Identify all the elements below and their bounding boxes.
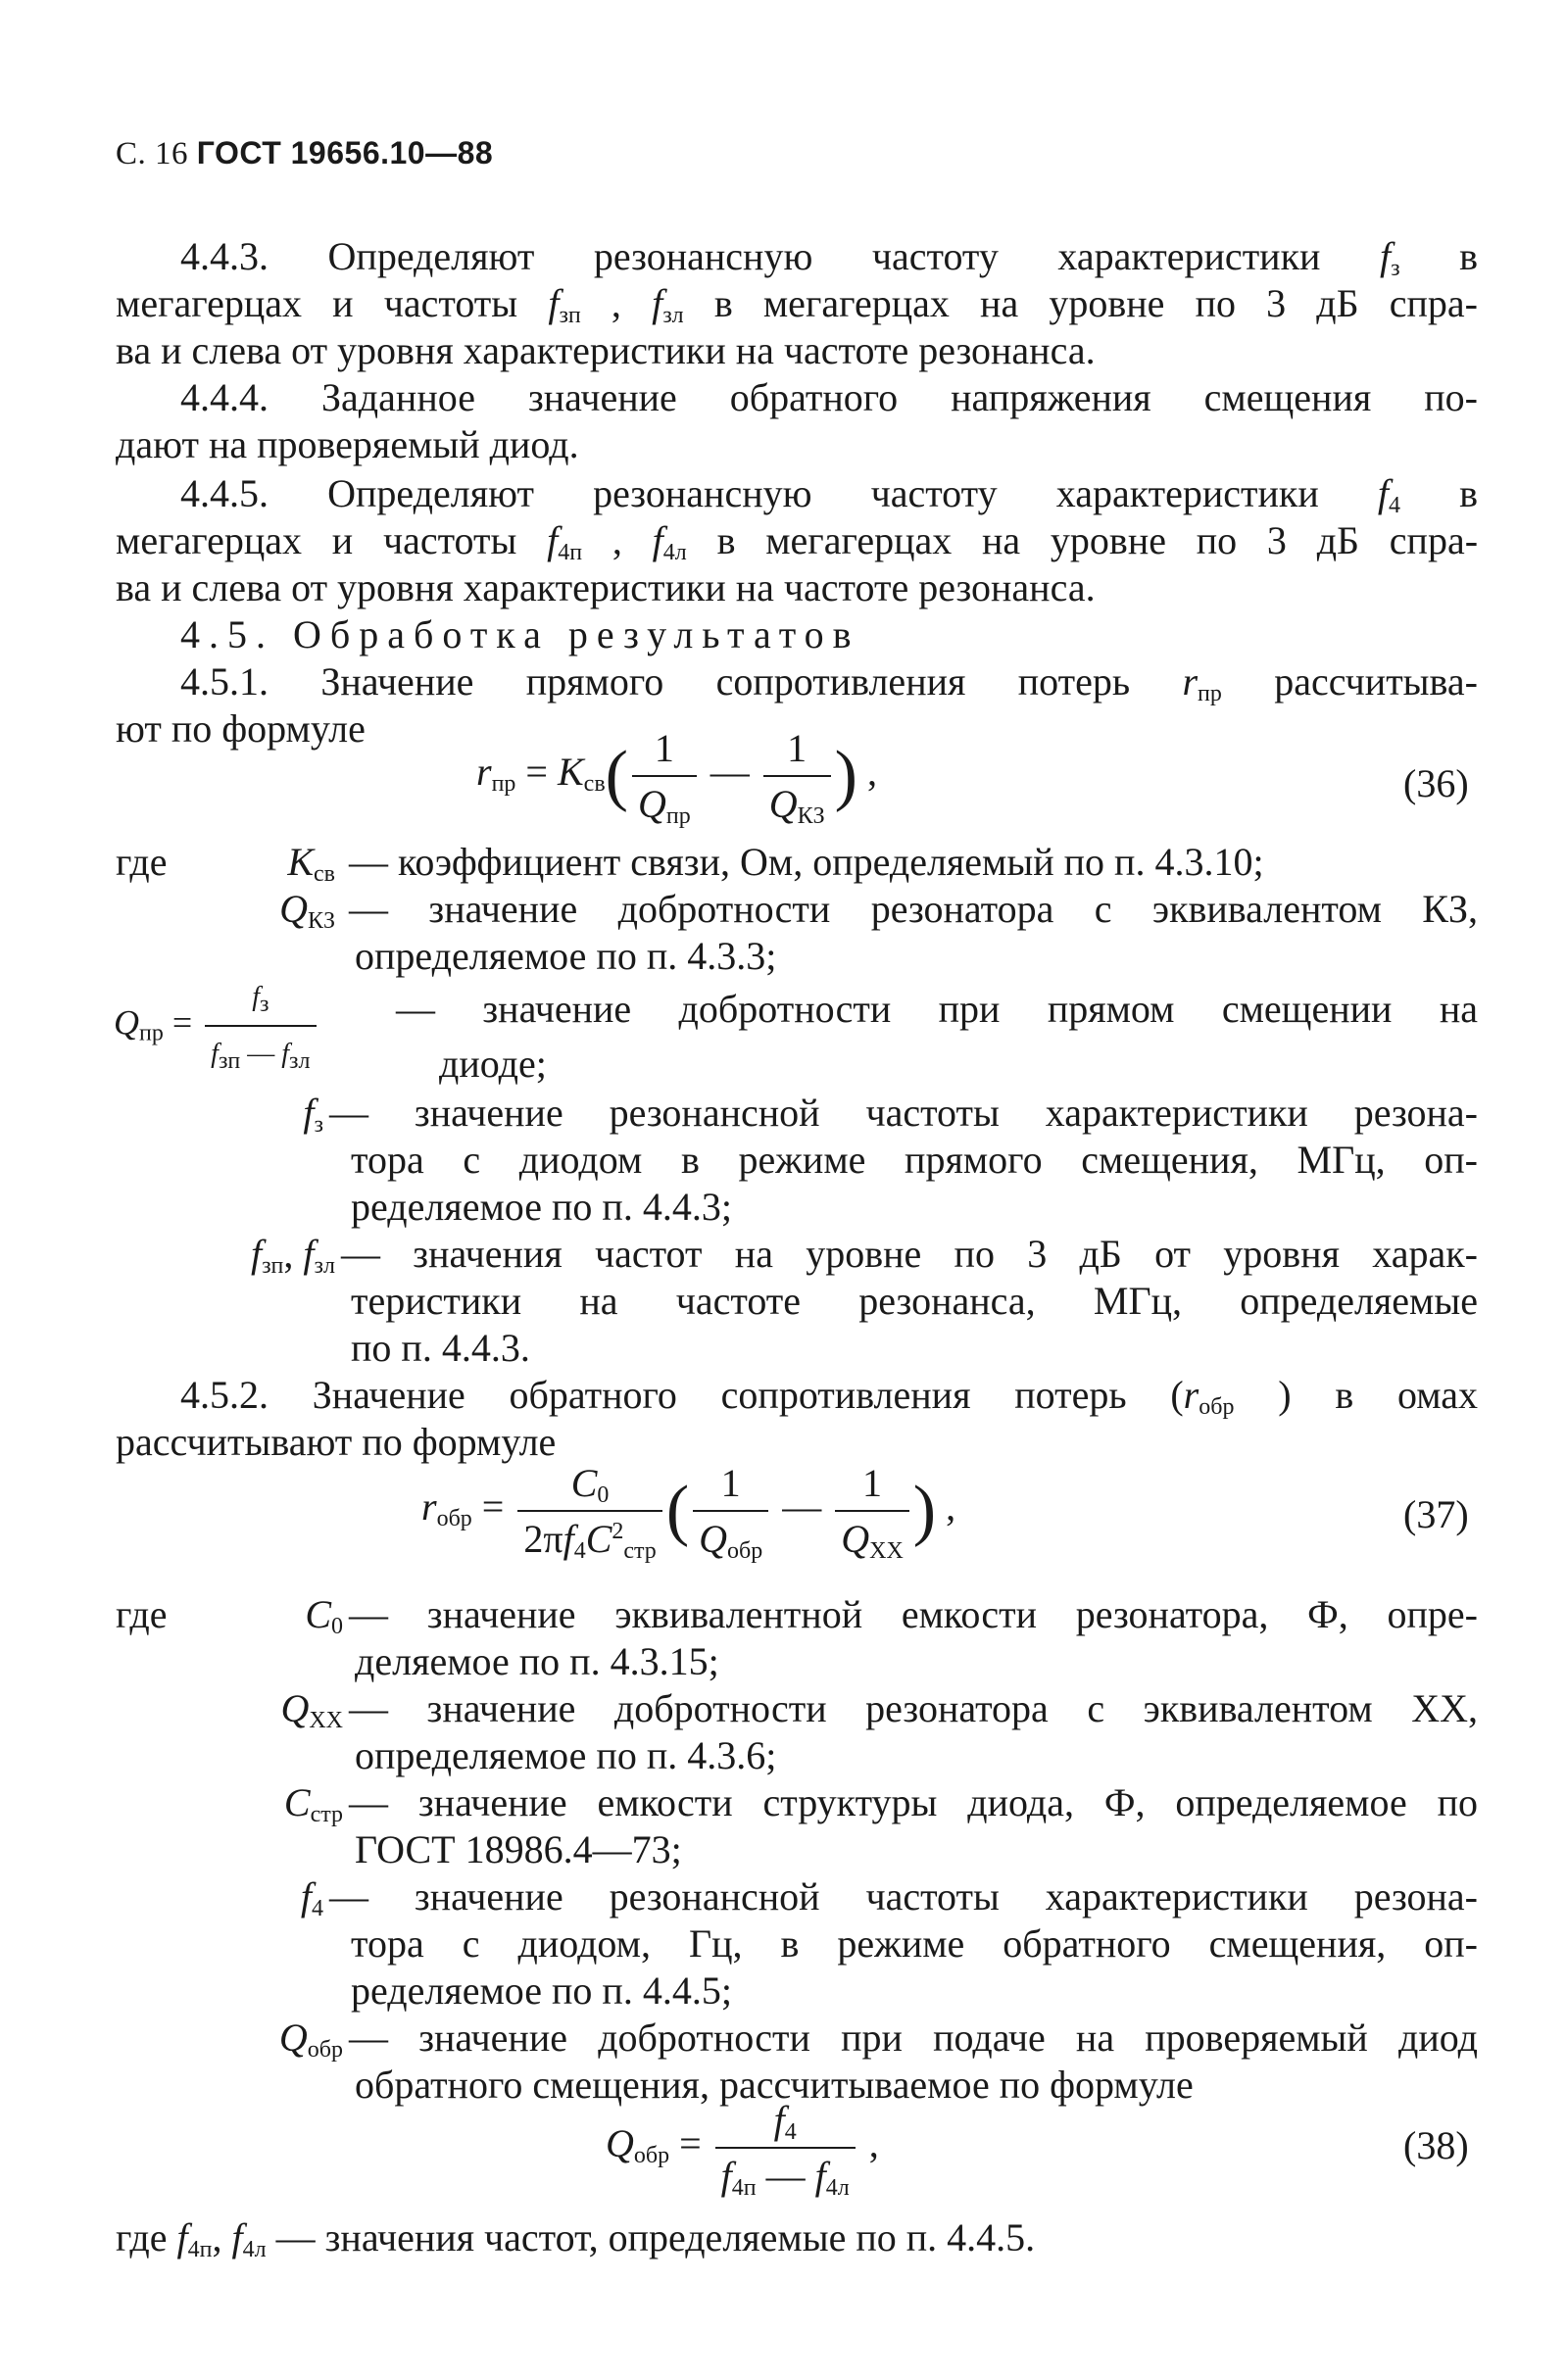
formula-36: $r_{пр} = K_{св}$( $\frac{1}{Q_{пр}}$ — $\frac{1}{Q_{КЗ}}$ ) , [476, 726, 877, 829]
p452-line1: 4.5.2. Значение обратного сопротивления потерь ($r_{обр}$ ) в омах [180, 1373, 1478, 1420]
p452-line2: рассчитывают по формуле [116, 1420, 557, 1464]
def-qobr-2: обратного смещения, рассчитываемое по формуле [355, 2063, 1194, 2107]
equation-number-37: (37) [1403, 1492, 1469, 1536]
section-heading: 4.5. Обработка результатов [180, 612, 860, 656]
def-c0-2: деляемое по п. 4.3.15; [355, 1639, 719, 1683]
p451-line2: ют по формуле [116, 706, 366, 751]
def-qkz-1: — значение добротности резонатора с эквивалентом КЗ, [349, 887, 1478, 931]
page-number: С. 16 [116, 136, 189, 171]
equation-number-38: (38) [1403, 2123, 1469, 2167]
p444-line2: дают на проверяемый диод. [116, 422, 579, 466]
formula-37: $r_{обр}$ = $\frac{C_0}{2\pi f_4C^2_{стр}}$ ( $\frac{1}{Q_{обр}}$ — $\frac{1}{Q_{ХХ}}$ ) , [421, 1461, 956, 1564]
def-ksv: — коэффициент связи, Ом, определяемый по п. 4.3.10; [349, 840, 1264, 884]
p443-line2: мегагерцах и частоты $f_{зп}$ , $f_{зл}$ в мегагерцах на уровне по 3 дБ спра- [116, 281, 1478, 328]
def-cstr-1: — значение емкости структуры диода, Ф, определяемое по [349, 1780, 1478, 1824]
p445-line2: мегагерцах и частоты $f_{4п}$ , $f_{4л}$ в мегагерцах на уровне по 3 дБ спра- [116, 518, 1479, 565]
def-f3-2: тора с диодом в режиме прямого смещения, МГц, оп- [351, 1138, 1478, 1182]
term-qpr: $Q_{пр}$ = $\frac{f_з}{f_{зп} — f_{зл}}$ [114, 974, 408, 1078]
term-qkz: $Q_{КЗ}$ [279, 887, 335, 934]
p443-line1: 4.4.3. Определяют резонансную частоту характеристики $f_з$ в [180, 234, 1479, 281]
def-qpr-1: — значение добротности при прямом смещении на [396, 987, 1478, 1031]
term-qobr: $Q_{обр}$ [278, 2016, 343, 2063]
equation-number-36: (36) [1403, 761, 1469, 805]
def-qxx-1: — значение добротности резонатора с эквивалентом ХХ, [349, 1686, 1478, 1730]
p445-line3: ва и слева от уровня характеристики на частоте резонанса. [116, 565, 1096, 609]
def-f4-3: ределяемое по п. 4.4.5; [351, 1968, 732, 2013]
term-cstr: $C_{стр}$ [283, 1780, 343, 1827]
def-f3-3: ределяемое по п. 4.4.3; [351, 1185, 732, 1229]
term-f4: $f_4$ [300, 1874, 323, 1921]
def-f3-1: — значение резонансной частоты характеристики резона- [329, 1091, 1478, 1135]
p443-line3: ва и слева от уровня характеристики на частоте резонанса. [116, 328, 1096, 372]
where-label-2: где [116, 1592, 168, 1636]
page-header [116, 135, 493, 172]
last-line: где $f_{4п}$, $f_{4л}$ — значения частот, определяемые по п. 4.4.5. [116, 2215, 1036, 2262]
where-label: где [116, 840, 168, 884]
def-f4-2: тора с диодом, Гц, в режиме обратного смещения, оп- [351, 1921, 1478, 1966]
term-ksv: $K_{св}$ [287, 840, 335, 887]
p445-line1: 4.4.5. Определяют резонансную частоту характеристики $f_4$ в [180, 471, 1479, 518]
def-qpr-2: диоде; [439, 1042, 547, 1086]
term-f3pl: $f_{зп}$, $f_{зл}$ [250, 1232, 335, 1279]
term-f3: $f_з$ [303, 1091, 323, 1138]
def-cstr-2: ГОСТ 18986.4—73; [355, 1827, 682, 1871]
def-qxx-2: определяемое по п. 4.3.6; [355, 1733, 777, 1777]
def-qobr-1: — значение добротности при подаче на проверяемый диод [349, 2016, 1478, 2060]
def-c0-1: — значение эквивалентной емкости резонатора, Ф, опре- [349, 1592, 1478, 1636]
term-c0: $C_0$ [305, 1592, 343, 1639]
p444-line1: 4.4.4. Заданное значение обратного напряжения смещения по- [180, 375, 1478, 419]
p451-line1: 4.5.1. Значение прямого сопротивления потерь $r_{пр}$ рассчитыва- [180, 659, 1478, 706]
def-f3pl-3: по п. 4.4.3. [351, 1326, 530, 1370]
def-f4-1: — значение резонансной частоты характеристики резона- [329, 1874, 1478, 1919]
def-qkz-2: определяемое по п. 4.3.3; [355, 934, 777, 978]
term-qxx: $Q_{ХХ}$ [280, 1686, 343, 1733]
formula-38: $Q_{обр}$ = $\frac{f_4}{f_{4п} — f_{4л}}$ , [606, 2098, 879, 2201]
def-f3pl-2: теристики на частоте резонанса, МГц, определяемые [351, 1279, 1478, 1323]
def-f3pl-1: — значения частот на уровне по 3 дБ от уровня харак- [341, 1232, 1478, 1276]
standard-number: ГОСТ 19656.10—88 [196, 135, 494, 170]
